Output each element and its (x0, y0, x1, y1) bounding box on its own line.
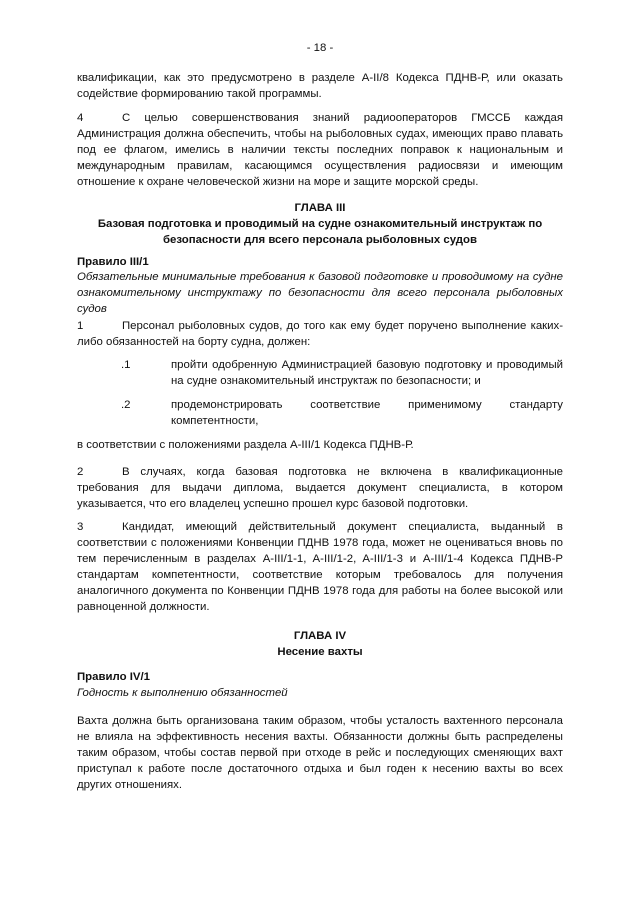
rule-3-1-paragraph-1 (77, 318, 563, 350)
list-item-number: .2 (121, 399, 131, 411)
rule-4-1-title: Правило IV/1 (77, 671, 150, 683)
paragraph-number: 2 (77, 466, 84, 478)
rule-3-1-paragraph-3 (77, 519, 563, 615)
chapter-4-heading: ГЛАВА IV (293, 630, 347, 642)
rule-3-1-paragraph-2 (77, 464, 563, 512)
chapter-3-heading: ГЛАВА III (294, 202, 346, 214)
after-items-text: в соответствии с положениями раздела A-III/1 Кодекса ПДНВ-Р. (77, 439, 414, 451)
rule-4-1-text: Вахта должна быть организована таким образом, чтобы усталость вахтенного персонала не влияла на эффективность несения вахты. Обязанности должны быть распределены таким образом, чтобы состав первой при отходе в рейс и последующих сменяющих вахт приступал к работе после достаточного отдыха и был годен к несению вахты во всех других отношениях. (77, 715, 563, 791)
paragraph-continuation: квалификации, как это предусмотрено в разделе A-II/8 Кодекса ПДНВ-Р, или оказать содействие формированию такой программы. (77, 72, 563, 100)
list-item-text: продемонстрировать соответствие применимому стандарту компетентности, (171, 399, 563, 427)
page-number: - 18 - (306, 42, 334, 54)
chapter-3-title: Базовая подготовка и проводимый на судне ознакомительный инструктаж по безопасности для всего персонала рыболовных судов (97, 218, 543, 246)
rule-4-1-subtitle: Годность к выполнению обязанностей (77, 687, 288, 699)
chapter-4-title: Несение вахты (277, 646, 363, 658)
list-item-text: пройти одобренную Администрацией базовую подготовку и проводимый на судне ознакомительный инструктаж по безопасности; и (171, 359, 563, 387)
list-item-number: .1 (121, 359, 131, 371)
paragraph-number: 1 (77, 320, 84, 332)
rule-3-1-title: Правило III/1 (77, 256, 149, 268)
paragraph-text: С целью совершенствования знаний радиооператоров ГМССБ каждая Администрация должна обеспечить, чтобы на рыболовных судах, имеющих право плавать под ее флагом, имелись в наличии тексты последних поправок к национальным и международным правилам, касающимся осуществления радиосвязи и имеющим отношение к охране человеческой жизни на море и защите морской среды. (77, 112, 563, 188)
paragraph-text: Кандидат, имеющий действительный документ специалиста, выданный в соответствии с положениями Конвенции ПДНВ 1978 года, может не оцениваться вновь по тем перечисленным в разделах A-III/1-1, A-III/1-2, A-III/1-3 и A-III/1-4 Кодекса ПДНВ-Р стандартам компетентности, соответствие которым требовалось для получения аналогичного документа по Конвенции ПДНВ 1978 года для работы на более высокой или равноценной должности. (77, 521, 563, 613)
paragraph-text: Персонал рыболовных судов, до того как ему будет поручено выполнение каких-либо обязанностей на борту судна, должен: (77, 320, 563, 348)
paragraph-4 (77, 110, 563, 190)
paragraph-number: 3 (77, 521, 84, 533)
rule-3-1-subtitle: Обязательные минимальные требования к базовой подготовке и проводимому на судне ознакомительному инструктажу по безопасности для всего персонала рыболовных судов (77, 271, 563, 315)
paragraph-text: В случаях, когда базовая подготовка не включена в квалификационные требования для выдачи диплома, выдается документ специалиста, в котором указывается, что его владелец успешно прошел курс базовой подготовки. (77, 466, 563, 510)
paragraph-number: 4 (77, 112, 84, 124)
